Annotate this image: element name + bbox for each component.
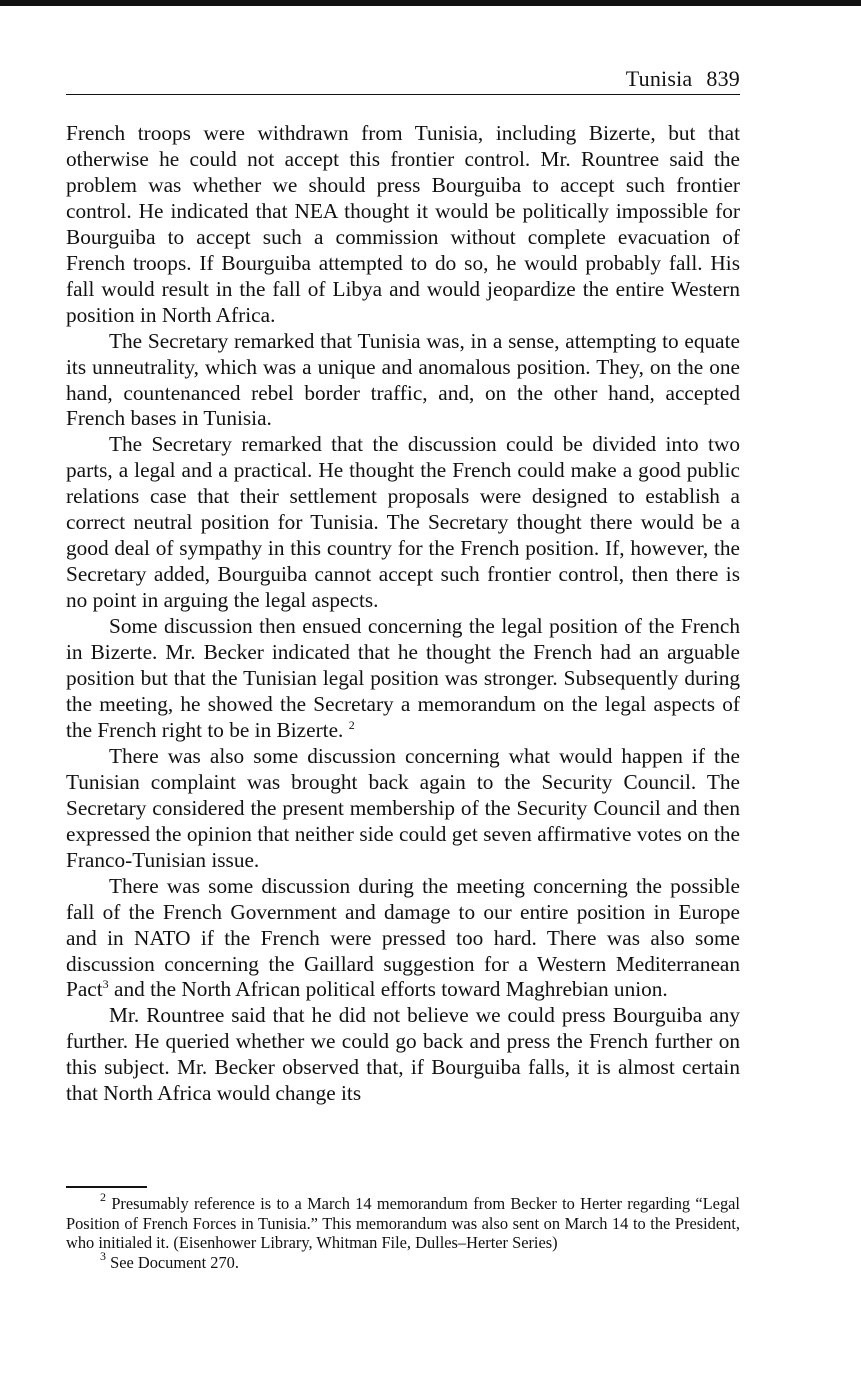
footnote-marker: 3 (100, 1248, 106, 1263)
paragraph-text: There was some discussion during the meeting concerning the possible fall of the French Government and damage to our entire position in Europe and in NATO if the French were pressed too hard. There was also some discussion concerning the Gaillard suggestion for a Western Mediterranean Pact (66, 873, 740, 1002)
paragraph-text: There was also some discussion concerning what would happen if the Tunisian complaint was brought back again to the Security Council. The Secretary considered the present membership of the Security Council and then expressed the opinion that neither side could get seven affirmative votes on the Franco-Tunisian issue. (66, 743, 740, 872)
paragraph-1 (66, 121, 740, 329)
paragraph-text-continued: and the North African political efforts toward Maghrebian union. (108, 977, 668, 1002)
paragraph-7 (66, 1003, 740, 1107)
section-title: Tunisia (625, 66, 693, 91)
paragraph-text: Mr. Rountree said that he did not believe we could press Bourguiba any further. He queried whether we could go back and press the French further on this subject. Mr. Becker observed that, if Bourguiba falls, it is almost certain that North Africa would change its (66, 1003, 740, 1106)
paragraph-text: The Secretary remarked that Tunisia was, in a sense, attempting to equate its unneutrality, which was a unique and anomalous position. They, on the one hand, countenanced rebel border traffic, and, on the other hand, accepted French bases in Tunisia. (66, 328, 740, 431)
paragraph-4 (66, 614, 740, 744)
paragraph-5 (66, 744, 740, 874)
paragraph-2 (66, 329, 740, 433)
footnote-2 (66, 1190, 740, 1253)
footnote-marker: 2 (100, 1190, 106, 1204)
footnotes (66, 1190, 740, 1272)
footnote-3 (66, 1248, 740, 1273)
footnote-divider (66, 1186, 147, 1188)
footnote-text: Presumably reference is to a March 14 memorandum from Becker to Herter regarding “Legal Position of French Forces in Tunisia.” This memorandum was also sent on March 14 to the President, who initialed it. (Eisenhower Library, Whitman File, Dulles–Herter Series) (66, 1194, 740, 1252)
top-border-rule (0, 0, 861, 6)
paragraph-3 (66, 432, 740, 614)
paragraph-text: Some discussion then ensued concerning the legal position of the French in Bizerte. Mr. Becker indicated that he thought the French had an arguable position but that the Tunisian legal position was stronger. Subsequently during the meeting, he showed the Secretary a memorandum on the legal aspects of the French right to be in Bizerte. (66, 614, 740, 742)
footnote-reference-3: 3 (102, 977, 109, 992)
page-number: 839 (706, 66, 740, 91)
header-text (612, 66, 740, 92)
paragraph-6 (66, 874, 740, 1004)
body-text (66, 121, 740, 1107)
paragraph-text: The Secretary remarked that the discussion could be divided into two parts, a legal and a practical. He thought the French could make a good public relations case that their settlement proposals were designed to establish a correct neutral position for Tunisia. The Secretary thought there would be a good deal of sympathy in this country for the French position. If, however, the Secretary added, Bourguiba cannot accept such frontier control, then there is no point in arguing the legal aspects. (66, 432, 740, 613)
paragraph-text: French troops were withdrawn from Tunisia, including Bizerte, but that otherwise he could not accept this frontier control. Mr. Rountree said the problem was whether we should press Bourguiba to accept such frontier control. He indicated that NEA thought it would be politically impossible for Bourguiba to accept such a commission without complete evacuation of French troops. If Bourguiba attempted to do so, he would probably fall. His fall would result in the fall of Libya and would jeopardize the entire Western position in North Africa. (66, 121, 740, 327)
running-header (66, 64, 740, 95)
footnote-text: See Document 270. (110, 1252, 239, 1272)
footnote-reference-2: 2 (348, 717, 355, 732)
